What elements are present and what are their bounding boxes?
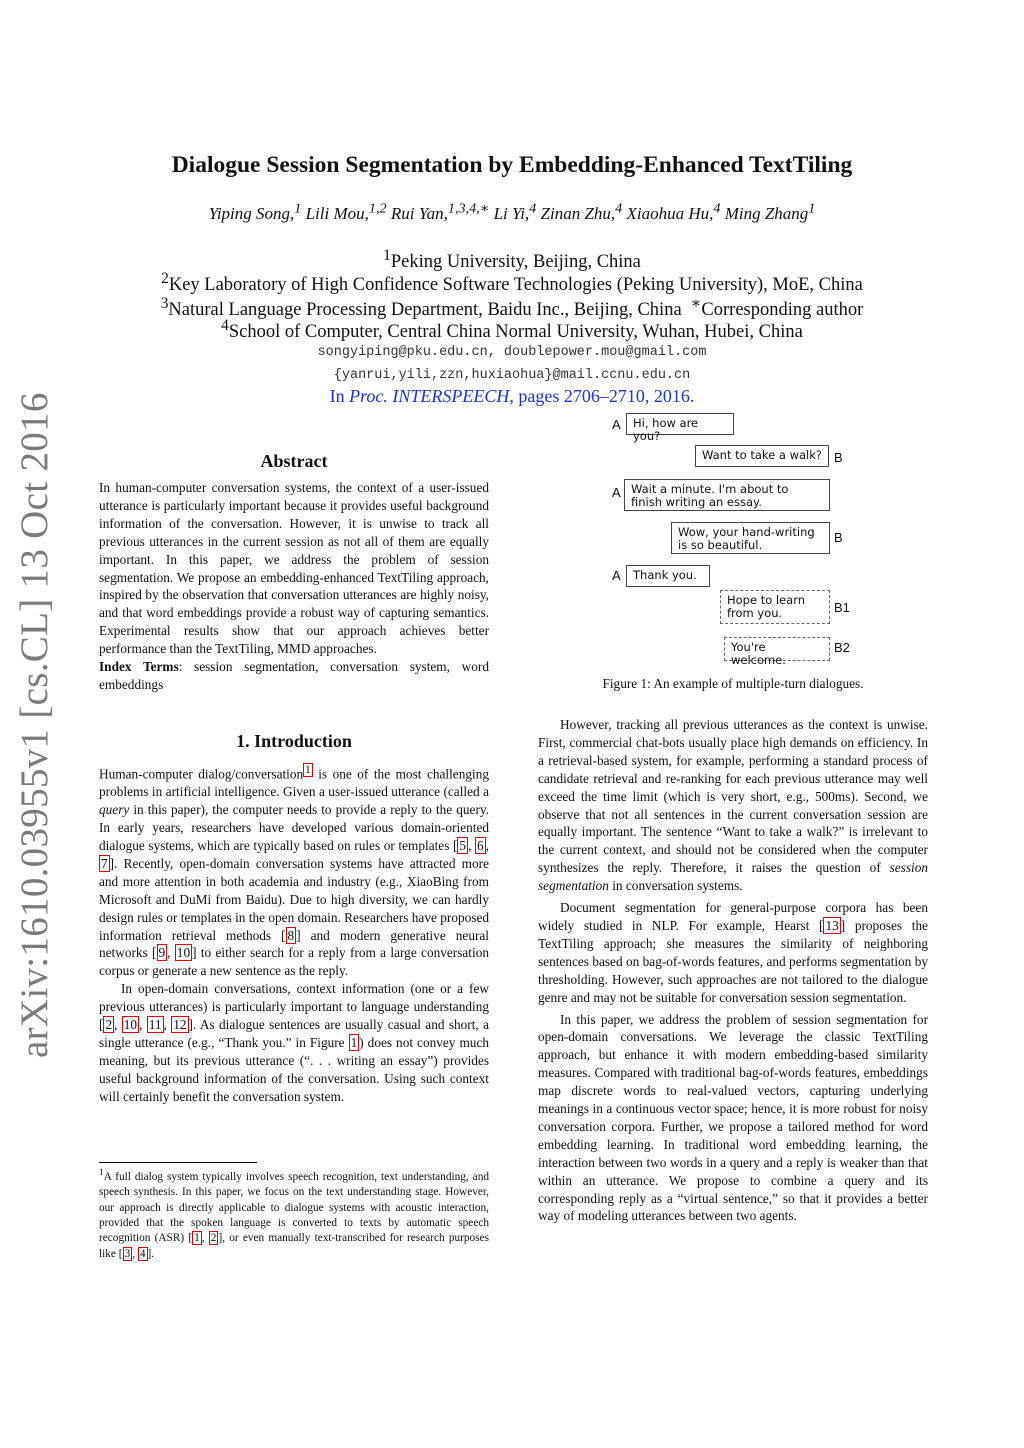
- author: Ming Zhang$^1$: [724, 200, 816, 223]
- email-line-2: {yanrui,yili,zzn,huxiaohua}@mail.ccnu.edu.cn: [333, 368, 691, 383]
- author-list: [0, 200, 1024, 224]
- footnote: $^1$A full dialog system typically involves speech recognition, text understanding, and speech synthesis. In this paper, we focus on the text understanding stage. However, our approach is directly applicable to dialogue systems with acoustic interaction, provided that the spoken language is converted to texts by automatic speech recognition (ASR) [ 1 , 2 ], or even manually text-transcribed for research purposes like [ 3 , 4 ].: [99, 1168, 490, 1260]
- dialogue-figure: [600, 408, 920, 668]
- speaker-label: A: [612, 568, 621, 583]
- paragraph: In this paper, we address the problem of session segmentation for open-domain conversations. We leverage the classic TextTiling approach, but enhance it with modern embedding-based similarity measures. Compared with traditional bag-of-words features, embeddings map discrete words to real-valued vectors, capturing underlying meanings in a continuous vector space; hence, it is more robust for noisy conversation corpora. Further, we propose a tailored method for word embedding learning. In traditional word embedding learning, the interaction between two words in a query and a reply is weaker than that within an utterance. We propose to combine a query and its corresponding reply as a “virtual sentence,” so that it provides a better way of modeling utterances between two agents.: [538, 1011, 928, 1224]
- figure-caption: Figure 1: An example of multiple-turn dialogues.: [602, 676, 864, 691]
- speaker-label: B2: [834, 640, 850, 655]
- speech-bubble: Want to take a walk?: [695, 445, 829, 467]
- citation-link[interactable]: 9: [158, 945, 166, 961]
- email-line-1: songyiping@pku.edu.cn, doublepower.mou@gmail.com: [317, 345, 707, 360]
- citation-link[interactable]: 2: [210, 1232, 217, 1245]
- speech-bubble: Hi, how are you?: [626, 413, 734, 435]
- author: Rui Yan,$^{1,3,4,∗}$: [390, 200, 490, 223]
- figure-link[interactable]: 1: [350, 1035, 358, 1051]
- author: Li Yi,$^4$: [493, 200, 537, 223]
- affiliation-3: $^3$Natural Language Processing Department, Baidu Inc., Beijing, China ∗Corresponding author: [160, 295, 864, 321]
- footnote-link[interactable]: 1: [305, 764, 311, 776]
- affiliation-4: $^4$School of Computer, Central China Normal University, Wuhan, Hubei, China: [221, 317, 803, 343]
- abstract-body: In human-computer conversation systems, the context of a user-issued utterance is particularly important because it provides useful background information of the conversation. However, it is unwise to track all previous utterances in the current session as not all of them are equally important. In this paper, we address the problem of session segmentation. We propose an embedding-enhanced TextTiling approach, inspired by the observation that conversation utterances are highly noisy, and that word embeddings provide a robust way of capturing semantics. Experimental results show that our approach achieves better performance than the TextTiling, MMD approaches. Index Terms: session segmentation, conversation system, word embeddings: [99, 480, 489, 692]
- speaker-label: B1: [834, 600, 850, 615]
- citation-link[interactable]: 10: [123, 1017, 138, 1033]
- speaker-label: B: [834, 450, 843, 465]
- paragraph: In open-domain conversations, context information (one or a few previous utterances) is particularly important to language understanding [ 2 , 10 , 11 , 12 ]. As dialogue sentences are usually casual and short, a single utterance (e.g., “Thank you.” in Figure 1 ) does not convey much meaning, but its previous utterance (“. . . writing an essay”) provides useful background information of the conversation. Using such context will certainly benefit the conversation system.: [99, 981, 489, 1104]
- citation-link[interactable]: 2: [105, 1017, 113, 1033]
- author: Lili Mou,$^{1,2}$: [305, 200, 387, 223]
- citation-link[interactable]: 11: [148, 1017, 162, 1033]
- speaker-label: A: [612, 485, 621, 500]
- citation-link[interactable]: 7: [101, 855, 108, 871]
- affiliation-1: $^1$Peking University, Beijing, China: [383, 247, 641, 273]
- speech-bubble: Wow, your hand-writing is so beautiful.: [671, 522, 830, 554]
- intro-body: [99, 762, 489, 1106]
- affiliation-2: $^2$Key Laboratory of High Confidence Software Technologies (Peking University), MoE, China: [161, 270, 863, 296]
- paragraph: However, tracking all previous utterances as the context is unwise. First, commercial chat-bots usually place high demands on efficiency. In a retrieval-based system, for example, performing a standard process of candidate retrieval and re-ranking for each previous utterance may well exceed the time limit (which is very short, e.g., 500ms). Second, we observe that not all sentences in the current conversation session are equally important. The sentence “Want to take a walk?” is irrelevant to the current context, and should not be considered when the computer synthesizes the reply. Therefore, it raises the question of session segmentation in conversation systems.: [538, 717, 928, 894]
- citation-link[interactable]: 6: [477, 838, 484, 854]
- citation-link[interactable]: 8: [287, 927, 295, 943]
- speaker-label: B: [834, 530, 843, 545]
- speech-bubble: Thank you.: [626, 565, 710, 587]
- right-column-body: [538, 716, 928, 1225]
- section-heading-introduction: 1. Introduction: [236, 731, 352, 751]
- speech-bubble: You're welcome.: [724, 637, 830, 661]
- speaker-label: A: [612, 417, 621, 432]
- speech-bubble: Hope to learn from you.: [720, 590, 830, 624]
- author: Xiaohua Hu,$^4$: [626, 200, 721, 223]
- citation-link[interactable]: 4: [139, 1247, 146, 1260]
- abstract-heading: Abstract: [260, 451, 328, 471]
- citation-link[interactable]: 13: [825, 917, 839, 933]
- citation-link[interactable]: 10: [176, 945, 191, 961]
- citation-link[interactable]: 1: [194, 1232, 200, 1245]
- citation-link[interactable]: 3: [124, 1247, 131, 1260]
- footnote-rule: [99, 1162, 257, 1163]
- author: Yiping Song,$^1$: [208, 200, 302, 223]
- author: Zinan Zhu,$^4$: [540, 200, 623, 223]
- paper-title: Dialogue Session Segmentation by Embedding-Enhanced TextTiling: [171, 152, 853, 178]
- arxiv-identifier: arXiv:1610.03955v1 [cs.CL] 13 Oct 2016: [13, 392, 56, 1058]
- paragraph: Human-computer dialog/conversation $^1$ is one of the most challenging problems in artificial intelligence. Given a user-issued utterance (called a query in this paper), the computer needs to provide a reply to the query. In early years, researchers have developed various domain-oriented dialogue systems, which are typically based on rules or templates [ 5 , 6 , 7 ]. Recently, open-domain conversation systems have attracted more and more attention in both academia and industry (e.g., XiaoBing from Microsoft and DuMi from Baidu). Due to high diversity, we can hardly design rules or templates in the open domain. Researchers have proposed information retrieval methods [ 8 ] and modern generative neural networks [ 9 , 10 ] to either search for a reply from a large conversation corpus or generate a new sentence as the reply.: [99, 764, 490, 979]
- paragraph: Document segmentation for general-purpose corpora has been widely studied in NLP. For example, Hearst [ 13 ] proposes the TextTiling approach; she measures the similarity of neighboring sentences based on bag-of-words features, and performs segmentation by thresholding. However, such approaches are not tailored to the dialogue genre and may not be suitable for conversation session segmentation.: [538, 900, 928, 1005]
- proceedings-link[interactable]: In Proc. INTERSPEECH, pages 2706–2710, 2016.: [329, 386, 695, 406]
- citation-link[interactable]: 12: [173, 1017, 187, 1033]
- speech-bubble: Wait a minute. I'm about to finish writing an essay.: [624, 479, 830, 511]
- citation-link[interactable]: 5: [459, 838, 467, 854]
